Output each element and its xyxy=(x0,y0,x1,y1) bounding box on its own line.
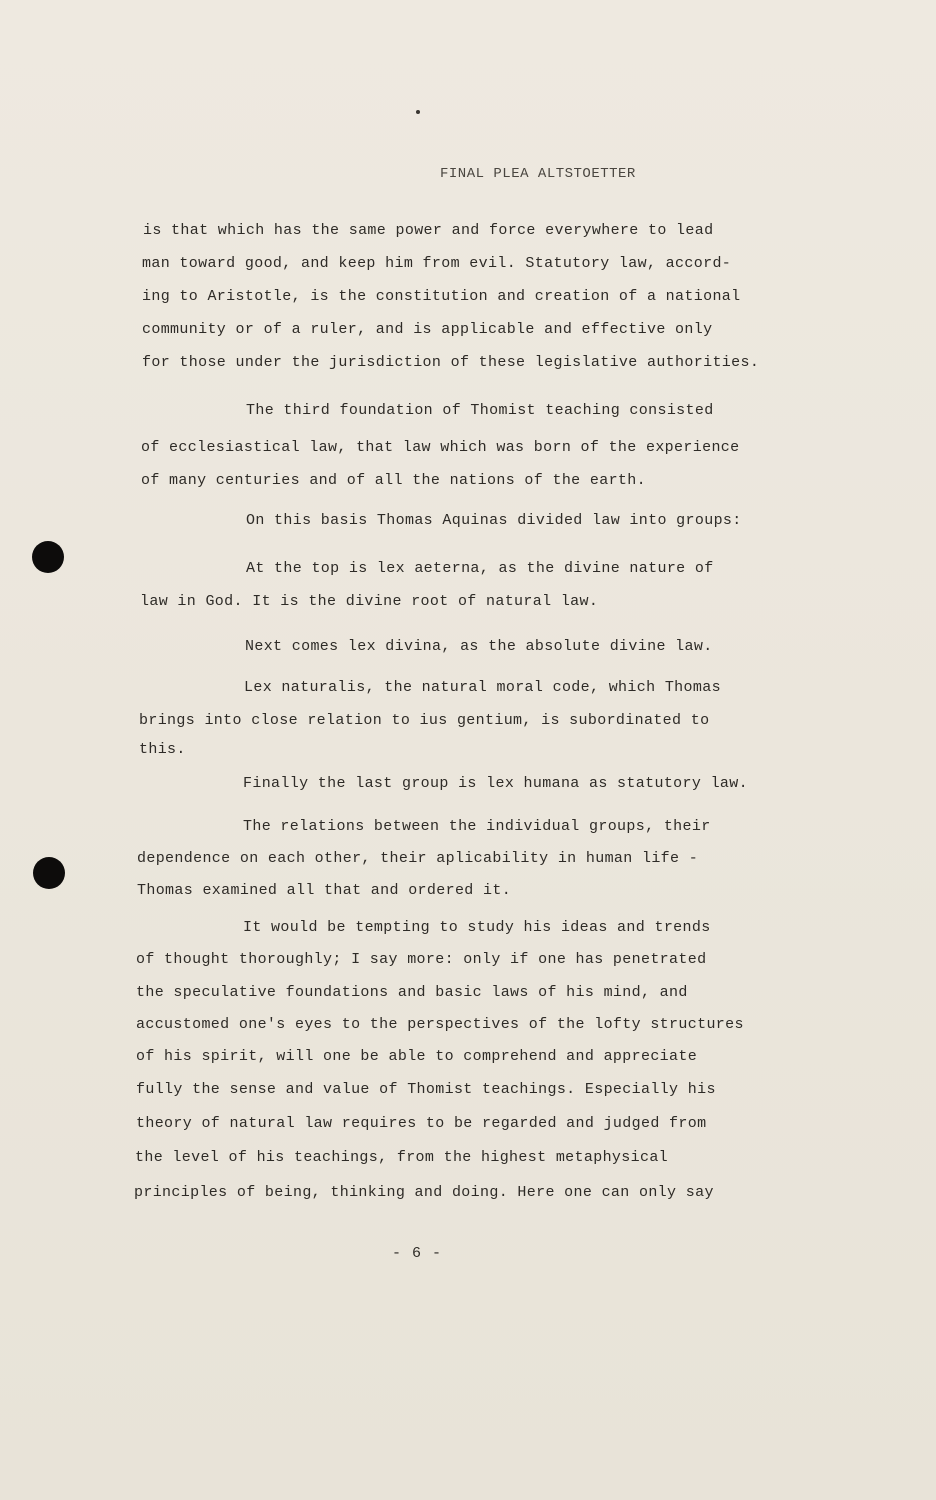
text-line: Lex naturalis, the natural moral code, which Thomas xyxy=(244,679,721,696)
text-line: of thought thoroughly; I say more: only if one has penetrated xyxy=(136,951,707,968)
text-line: brings into close relation to ius gentium, is subordinated to xyxy=(139,712,710,729)
text-line: On this basis Thomas Aquinas divided law into groups: xyxy=(246,512,742,529)
text-line: of ecclesiastical law, that law which was born of the experience xyxy=(141,439,740,456)
text-line: man toward good, and keep him from evil. Statutory law, accord- xyxy=(142,255,732,272)
text-line: of many centuries and of all the nations of the earth. xyxy=(141,472,646,489)
page-number: - 6 - xyxy=(392,1245,443,1262)
text-line: the speculative foundations and basic laws of his mind, and xyxy=(136,984,688,1001)
punch-hole-top xyxy=(32,541,64,573)
text-line: for those under the jurisdiction of these legislative authorities. xyxy=(142,354,760,371)
text-line: theory of natural law requires to be regarded and judged from xyxy=(136,1115,707,1132)
ink-dot xyxy=(416,110,420,114)
text-line: ing to Aristotle, is the constitution and creation of a national xyxy=(142,288,741,305)
text-line: At the top is lex aeterna, as the divine nature of xyxy=(246,560,714,577)
text-line: community or of a ruler, and is applicable and effective only xyxy=(142,321,713,338)
text-line: Next comes lex divina, as the absolute divine law. xyxy=(245,638,713,655)
text-line: accustomed one's eyes to the perspectives of the lofty structures xyxy=(136,1016,744,1033)
text-line: The third foundation of Thomist teaching consisted xyxy=(246,402,714,419)
text-line: The relations between the individual groups, their xyxy=(243,818,711,835)
text-line: of his spirit, will one be able to comprehend and appreciate xyxy=(136,1048,698,1065)
text-line: It would be tempting to study his ideas and trends xyxy=(243,919,711,936)
text-line: Thomas examined all that and ordered it. xyxy=(137,882,512,899)
text-line: dependence on each other, their aplicability in human life - xyxy=(137,850,699,867)
text-line: this. xyxy=(139,741,186,758)
text-line: the level of his teachings, from the highest metaphysical xyxy=(135,1149,669,1166)
text-line: law in God. It is the divine root of natural law. xyxy=(140,593,599,610)
running-header: FINAL PLEA ALTSTOETTER xyxy=(440,166,636,182)
punch-hole-bottom xyxy=(33,857,65,889)
text-line: principles of being, thinking and doing. Here one can only say xyxy=(134,1184,714,1201)
text-line: fully the sense and value of Thomist teachings. Especially his xyxy=(136,1081,716,1098)
text-line: Finally the last group is lex humana as statutory law. xyxy=(243,775,748,792)
text-line: is that which has the same power and force everywhere to lead xyxy=(143,222,714,239)
